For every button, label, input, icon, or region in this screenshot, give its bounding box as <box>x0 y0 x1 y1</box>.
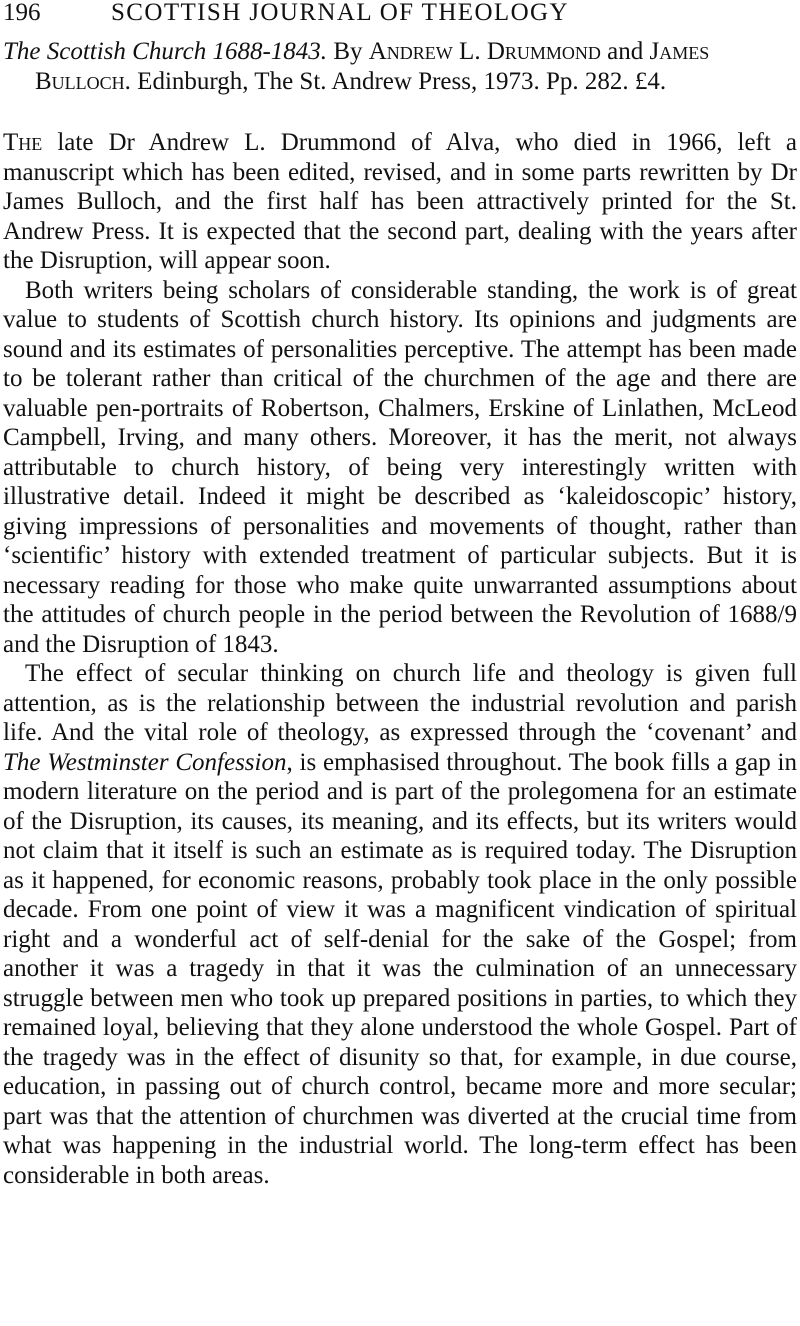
paragraph-1-text: late Dr Andrew L. Drummond of Alva, who died in 1966, left a manuscript which has been edited, revised, and in some parts rewritten by Dr James Bulloch, and the first half has been attractively printed for the St. Andrew Press. It is expected that the second part, dealing with the years after the Disruption, will appear soon. <box>3 129 797 275</box>
journal-page <box>3 0 797 1190</box>
author-2: James Bulloch. <box>35 38 710 95</box>
paragraph-2: Both writers being scholars of considerable standing, the work is of great value to students of Scottish church history. Its opinions and judgments are sound and its estimates of personalities perceptive. The attempt has been made to be tolerant rather than critical of the churchmen of the age and there are valuable pen-portraits of Robertson, Chalmers, Erskine of Linlathen, McLeod Campbell, Irving, and many others. Moreover, it has the merit, not always attributable to church history, of being very interestingly written with illustrative detail. Indeed it might be described as ‘kaleidoscopic’ history, giving impressions of personalities and movements of thought, rather than ‘scientific’ history with extended treatment of particular subjects. But it is necessary reading for those who make quite unwarranted assumptions about the attitudes of church people in the period between the Revolution of 1688/9 and the Disruption of 1843. <box>3 276 797 658</box>
paragraph-3-italic-title: The Westminster Confession <box>3 748 287 776</box>
author-1: Andrew L. Drummond <box>368 38 601 65</box>
book-title: The Scottish Church 1688-1843. <box>3 38 328 65</box>
paragraph-3-part-b: , is emphasised throughout. The book fills a gap in modern literature on the period and is part of the prolegomena for an estimate of the Disruption, its causes, its meaning, and its effects, but its writers would not claim that it itself is such an estimate as is required today. The Disruption as it happened, for economic reasons, probably took place in the only possible decade. From one point of view it was a magnificent vindication of spiritual right and a wonderful act of self-denial for the sake of the Gospel; from another it was a tragedy in that it was the culmination of an unnecessary struggle between men who took up prepared positions in parties, to which they remained loyal, believing that they alone understood the whole Gospel. Part of the tragedy was in the effect of disunity so that, for example, in due course, education, in passing out of church control, became more and more secular; part was that the attention of churchmen was diverted at the crucial time from what was happening in the industrial world. The long-term effect has been considerable in both areas. <box>3 748 797 1189</box>
page-number: 196 <box>3 0 41 26</box>
publication-info: Edinburgh, The St. Andrew Press, 1973. <box>137 67 540 95</box>
book-citation <box>3 37 797 96</box>
running-head <box>3 0 797 30</box>
paragraph-3 <box>3 659 797 1190</box>
citation-and: and <box>607 38 644 65</box>
review-body <box>3 128 797 1190</box>
paragraph-1 <box>3 128 797 276</box>
citation-by: By <box>333 38 363 65</box>
pages-price: Pp. 282. £4. <box>545 67 667 95</box>
journal-title: SCOTTISH JOURNAL OF THEOLOGY <box>111 0 569 26</box>
paragraph-3-part-a: The effect of secular thinking on church life and theology is given full attention, as is the relationship between the industrial revolution and parish life. And the vital role of theology, as expressed through the ‘covenant’ and <box>3 660 797 747</box>
paragraph-1-lead: The <box>3 129 43 157</box>
